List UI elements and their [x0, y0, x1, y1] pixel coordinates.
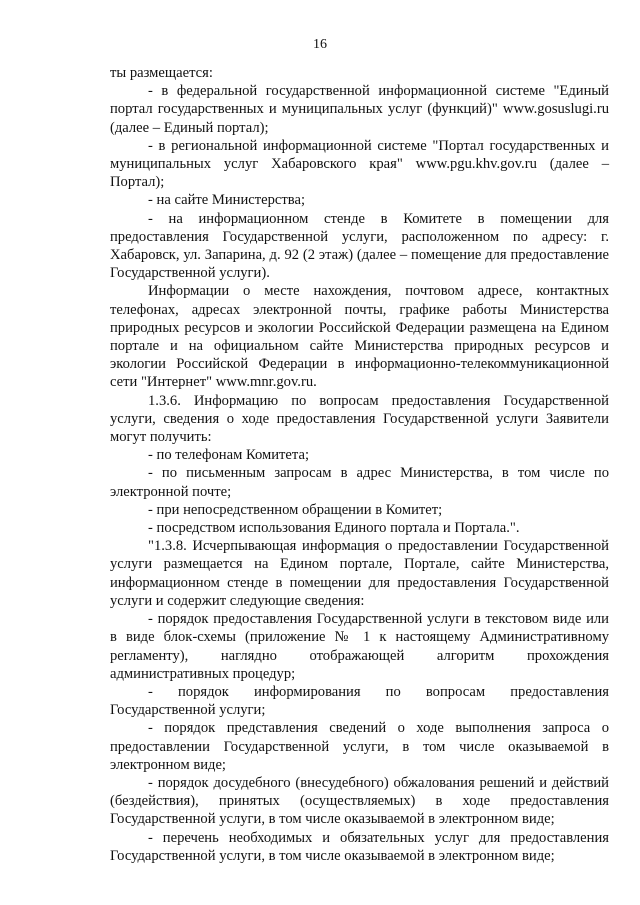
paragraph: - перечень необходимых и обязательных услуг для предоставления Государственной услуги, в том числе оказываемой в электронном виде; [110, 829, 609, 864]
paragraph: Информации о месте нахождения, почтовом адресе, контактных телефонах, адресах электронной почты, графике работы Министерства природных ресурсов и экологии Российской Федерации размещена на Едином портале и на официальном сайте Министерства природных ресурсов и экологии Российской Федерации в информационно-телекоммуникационной сети "Интернет" www.mnr.gov.ru. [110, 283, 609, 391]
paragraph: - на информационном стенде в Комитете в помещении для предоставления Государственной услуги, расположенном по адресу: г. Хабаровск, ул. Запарина, д. 92 (2 этаж) (далее – помещение для предоставление Государственной услуги). [110, 210, 609, 282]
document-body [110, 64, 609, 865]
paragraph: - по письменным запросам в адрес Министерства, в том числе по электронной почте; [110, 465, 609, 500]
paragraph: ты размещается: [110, 65, 213, 81]
paragraph: - порядок досудебного (внесудебного) обжалования решений и действий (бездействия), принятых (осуществляемых) в ходе предоставления Государственной услуги, в том числе оказываемой в электронном виде; [110, 774, 609, 828]
paragraph: - в федеральной государственной информационной системе "Единый портал государственных и муниципальных услуг (функций)" www.gosuslugi.ru (далее – Единый портал); [110, 83, 609, 136]
paragraph: - порядок предоставления Государственной услуги в текстовом виде или в виде блок-схемы (приложение № 1 к настоящему Административному регламенту), наглядно отображающей алгоритм прохождения административных процедур; [110, 611, 609, 682]
paragraph: - при непосредственном обращении в Комитет; [148, 501, 443, 518]
paragraph: - на сайте Министерства; [148, 192, 306, 209]
paragraph: - порядок информирования по вопросам предоставления Государственной услуги; [110, 683, 609, 719]
paragraph: - порядок представления сведений о ходе выполнения запроса о предоставлении Государственной услуги, в том числе оказываемой в электронном виде; [110, 720, 609, 773]
paragraph: "1.3.8. Исчерпывающая информация о предоставлении Государственной услуги размещается на Едином портале, Портале, сайте Министерства, информационном стенде в помещении для предоставления Государственной услуги и содержит следующие сведения: [110, 538, 609, 609]
page-number: 16 [313, 37, 327, 52]
paragraph: - по телефонам Комитета; [148, 447, 309, 464]
paragraph: - в региональной информационной системе "Портал государственных и муниципальных услуг Хабаровского края" www.pgu.khv.gov.ru (далее – Портал); [110, 137, 609, 191]
paragraph: 1.3.6. Информацию по вопросам предоставления Государственной услуги, сведения о ходе предоставления Государственной услуги Заявители могут получить: [110, 392, 609, 446]
paragraph: - посредством использования Единого портала и Портала.". [148, 520, 520, 537]
